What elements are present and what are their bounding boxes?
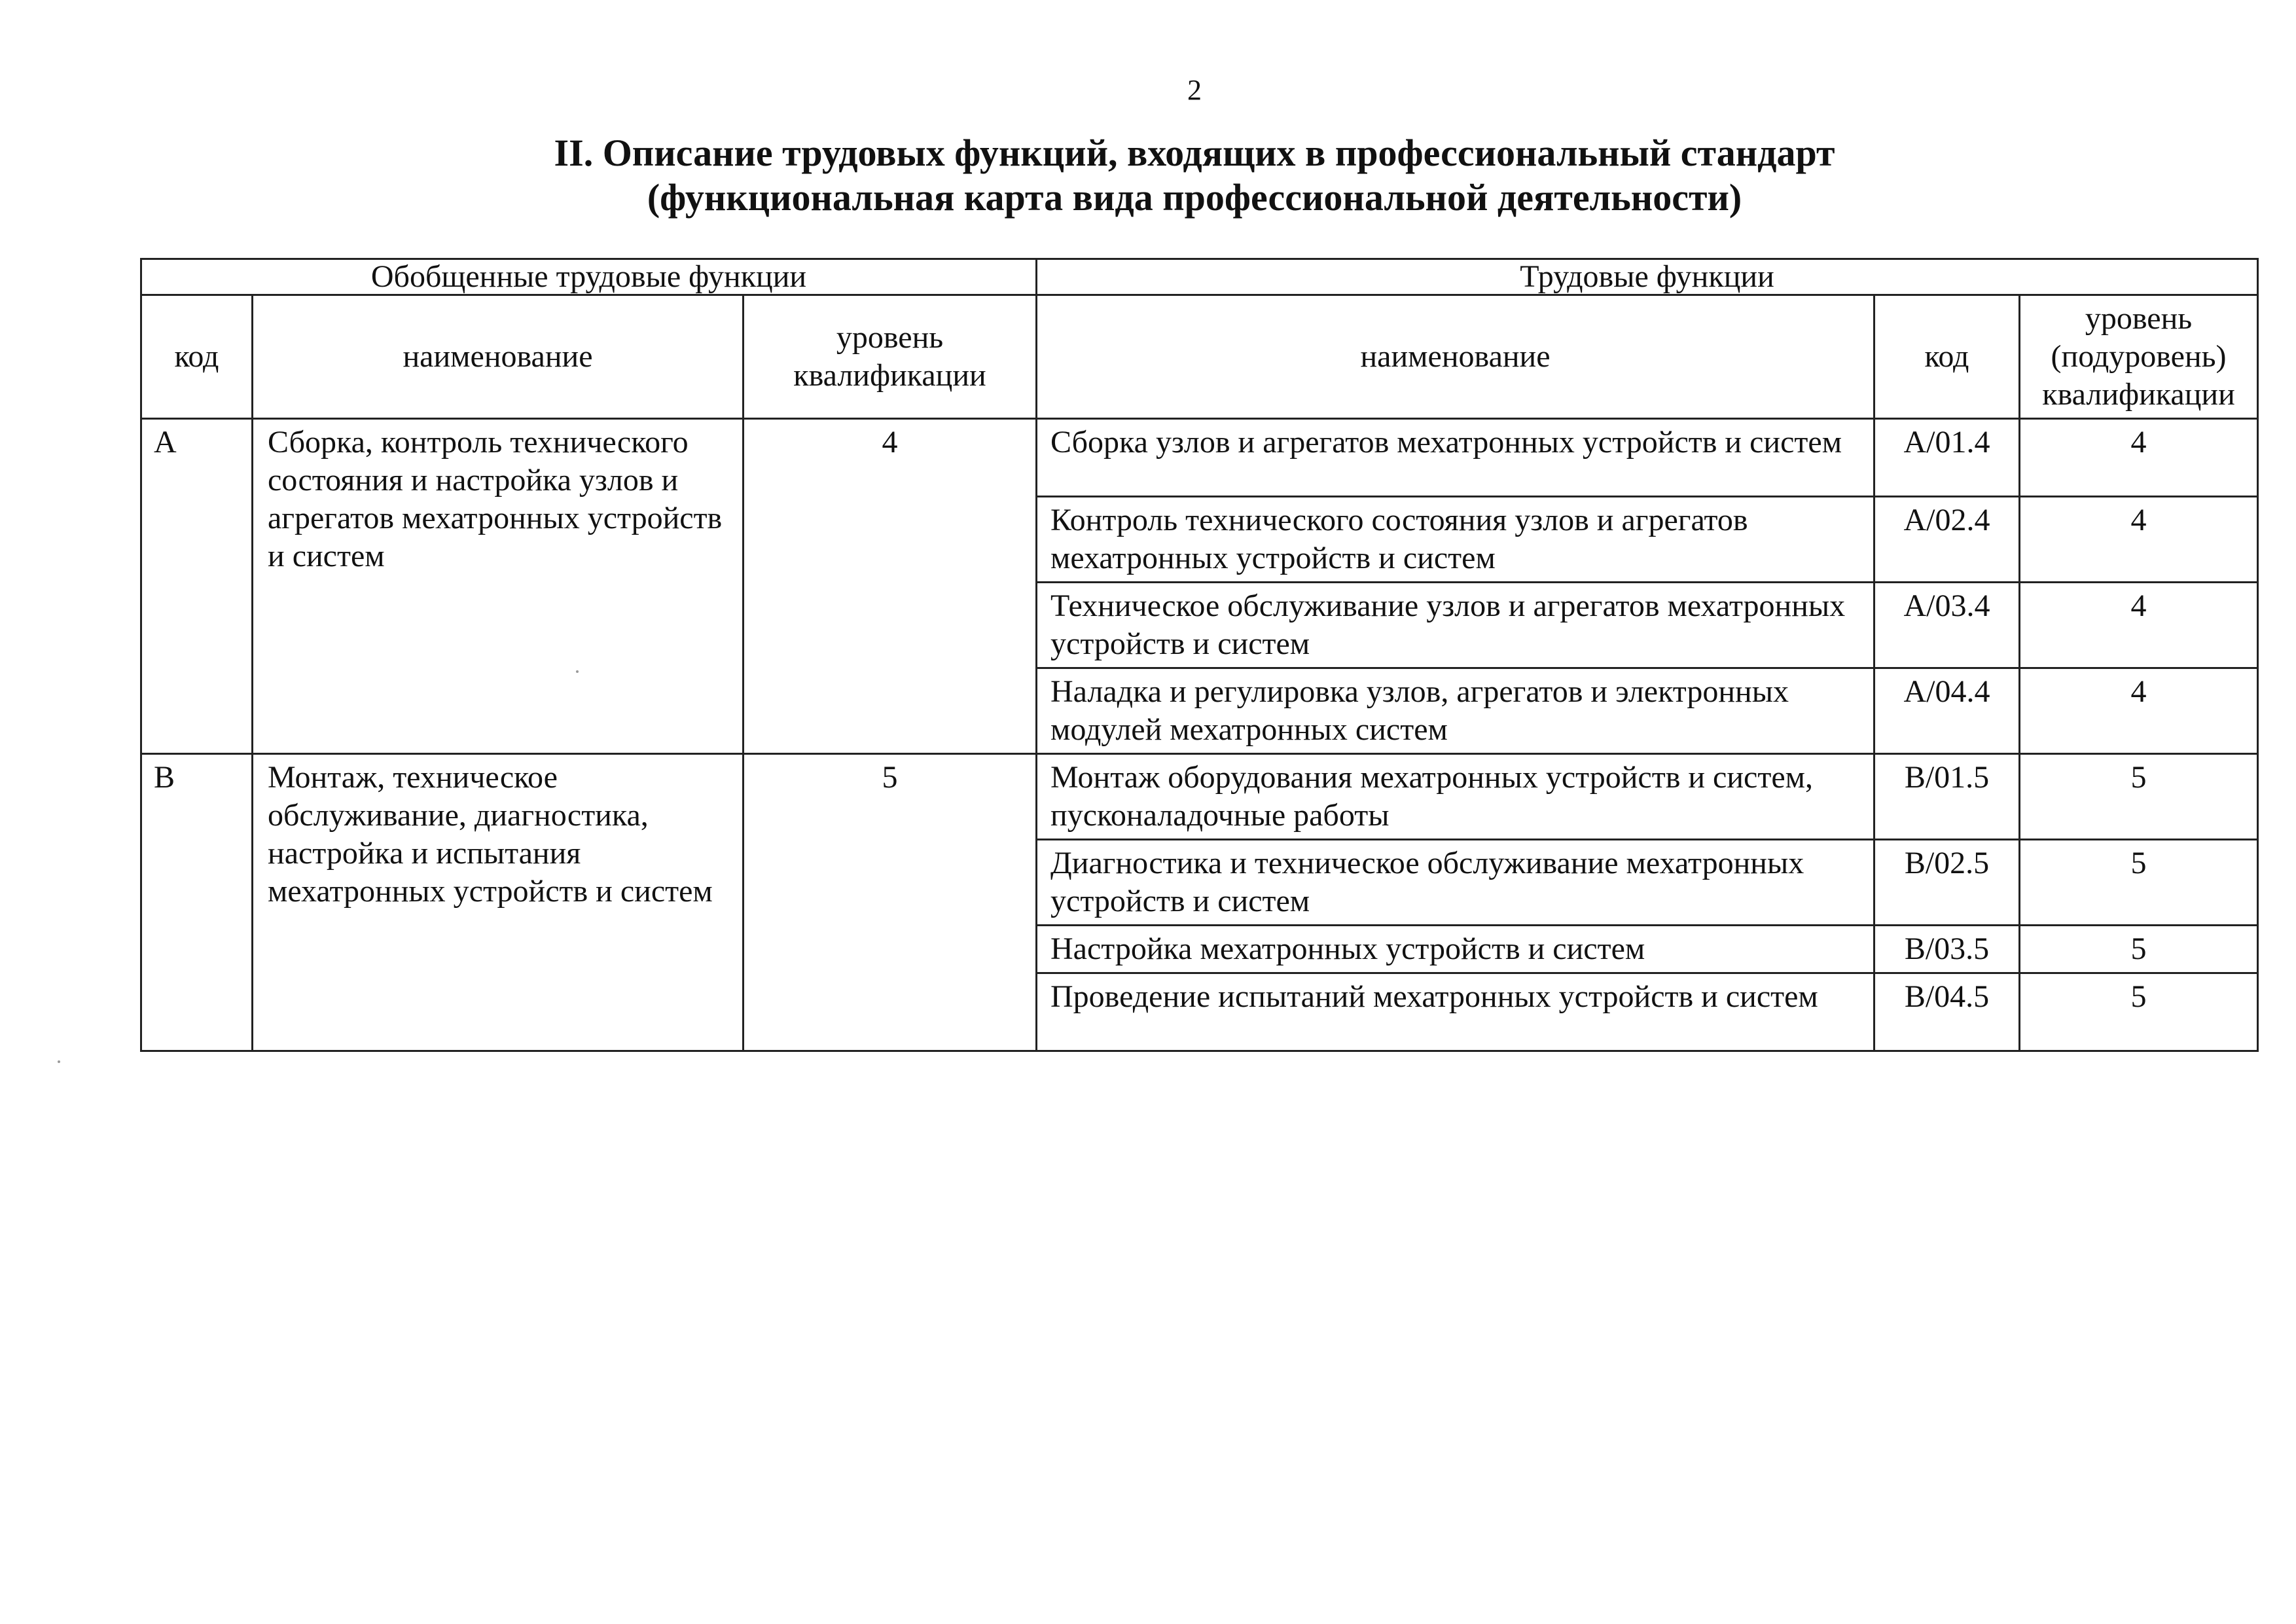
- tf-name-cell: Сборка узлов и агрегатов мехатронных устройств и систем: [1037, 419, 1874, 497]
- tf-code-cell: B/02.5: [1874, 840, 2020, 926]
- tf-code-cell: A/01.4: [1874, 419, 2020, 497]
- tf-level-cell: 4: [2020, 419, 2258, 497]
- tf-name-cell: Диагностика и техническое обслуживание мехатронных устройств и систем: [1037, 840, 1874, 926]
- tf-name-cell: Контроль технического состояния узлов и агрегатов мехатронных устройств и систем: [1037, 497, 1874, 583]
- tf-level-cell: 5: [2020, 973, 2258, 1051]
- scan-artifact-dot: [58, 1060, 60, 1063]
- gen-name-cell: Сборка, контроль технического состояния и настройка узлов и агрегатов мехатронных устройств и систем: [253, 419, 744, 754]
- gen-name-cell: Монтаж, техническое обслуживание, диагностика, настройка и испытания мехатронных устройств и систем: [253, 754, 744, 1051]
- page-title-line-1: II. Описание трудовых функций, входящих в профессиональный стандарт: [554, 132, 1835, 174]
- gen-code-cell: A: [141, 419, 253, 754]
- tf-name-cell: Проведение испытаний мехатронных устройств и систем: [1037, 973, 1874, 1051]
- tf-level-cell: 4: [2020, 668, 2258, 754]
- tf-code-cell: B/03.5: [1874, 926, 2020, 973]
- gen-code-header: код: [141, 295, 253, 419]
- tf-level-cell: 5: [2020, 840, 2258, 926]
- tf-code-header: код: [1874, 295, 2020, 419]
- gen-level-cell: 5: [744, 754, 1037, 1051]
- tf-name-cell: Монтаж оборудования мехатронных устройств и систем, пусконаладочные работы: [1037, 754, 1874, 840]
- functional-map-table: [140, 258, 2259, 1052]
- column-header-row: [141, 295, 2258, 419]
- tf-code-cell: B/04.5: [1874, 973, 2020, 1051]
- page-title: [0, 131, 2296, 220]
- gen-level-cell: 4: [744, 419, 1037, 754]
- tf-code-cell: A/03.4: [1874, 583, 2020, 668]
- table-row: [141, 419, 2258, 497]
- tf-level-cell: 4: [2020, 583, 2258, 668]
- page-title-line-2: (функциональная карта вида профессиональной деятельности): [647, 176, 1742, 219]
- gen-level-header: уровень квалификации: [744, 295, 1037, 419]
- labor-functions-header: Трудовые функции: [1037, 259, 2258, 295]
- tf-level-cell: 5: [2020, 754, 2258, 840]
- gen-name-header: наименование: [253, 295, 744, 419]
- tf-level-header: уровень (подуровень) квалификации: [2020, 295, 2258, 419]
- page-number: 2: [1187, 74, 1202, 106]
- tf-level-cell: 4: [2020, 497, 2258, 583]
- scan-artifact-dot: [576, 670, 579, 673]
- tf-name-cell: Настройка мехатронных устройств и систем: [1037, 926, 1874, 973]
- tf-code-cell: A/02.4: [1874, 497, 2020, 583]
- group-header-row: [141, 259, 2258, 295]
- tf-code-cell: B/01.5: [1874, 754, 2020, 840]
- tf-name-cell: Наладка и регулировка узлов, агрегатов и электронных модулей мехатронных систем: [1037, 668, 1874, 754]
- tf-name-cell: Техническое обслуживание узлов и агрегатов мехатронных устройств и систем: [1037, 583, 1874, 668]
- table-row: [141, 754, 2258, 840]
- tf-name-header: наименование: [1037, 295, 1874, 419]
- tf-code-cell: A/04.4: [1874, 668, 2020, 754]
- gen-code-cell: B: [141, 754, 253, 1051]
- generalized-functions-header: Обобщенные трудовые функции: [141, 259, 1037, 295]
- tf-level-cell: 5: [2020, 926, 2258, 973]
